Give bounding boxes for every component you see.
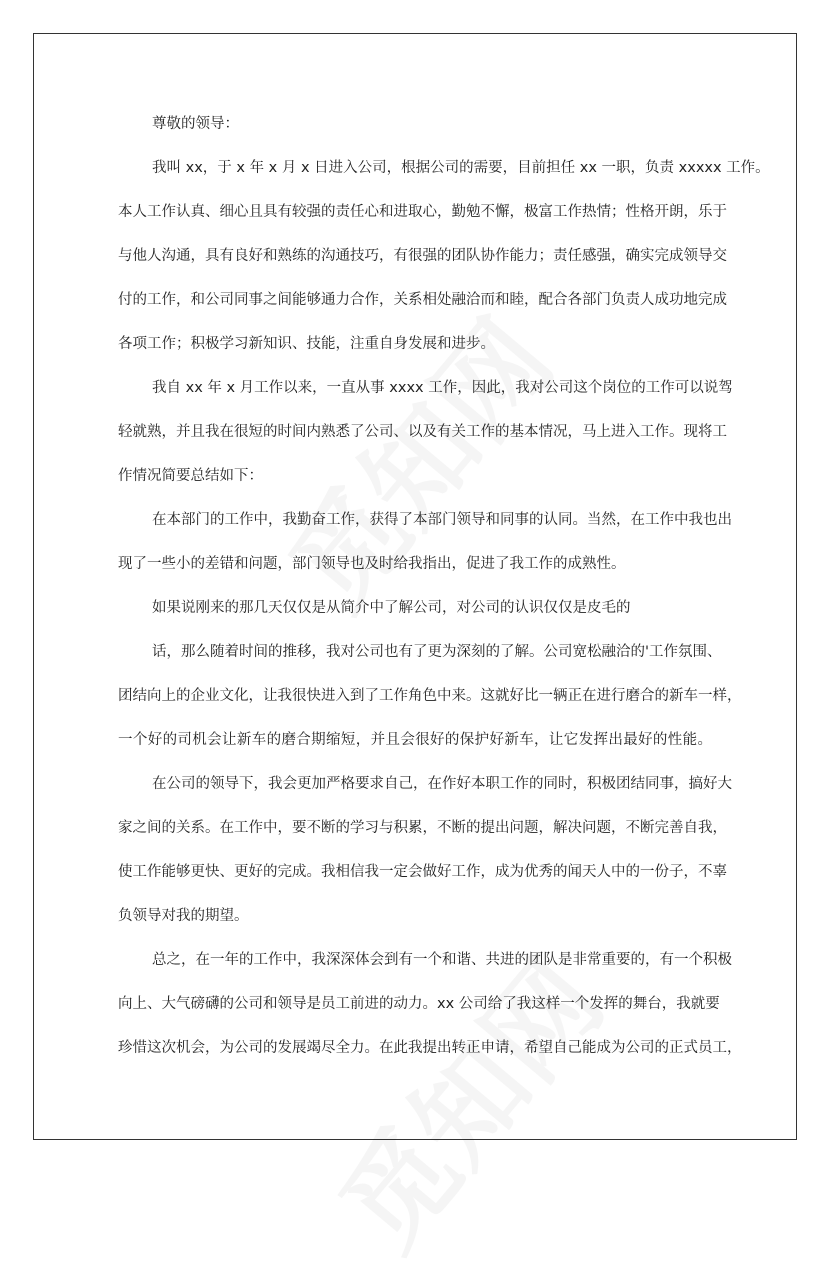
paragraph-line: 与他人沟通，具有良好和熟练的沟通技巧，有很强的团队协作能力；责任感强，确实完成领导交 xyxy=(118,248,727,264)
paragraph-line: 家之间的关系。在工作中，要不断的学习与积累，不断的提出问题，解决问题，不断完善自我， xyxy=(118,820,727,836)
paragraph-line: 使工作能够更快、更好的完成。我相信我一定会做好工作，成为优秀的闻天人中的一份子，不辜 xyxy=(118,864,727,880)
paragraph-line: 付的工作，和公司同事之间能够通力合作，关系相处融洽而和睦，配合各部门负责人成功地完成 xyxy=(118,292,727,308)
paragraph-line: 珍惜这次机会，为公司的发展竭尽全力。在此我提出转正申请，希望自己能成为公司的正式员工， xyxy=(118,1040,742,1056)
salutation: 尊敬的领导： xyxy=(152,116,239,132)
paragraph-line: 总之，在一年的工作中，我深深体会到有一个和谐、共进的团队是非常重要的，有一个积极 xyxy=(152,952,732,968)
paragraph-line: 一个好的司机会让新车的磨合期缩短，并且会很好的保护好新车，让它发挥出最好的性能。 xyxy=(118,732,712,748)
paragraph-line: 现了一些小的差错和问题，部门领导也及时给我指出，促进了我工作的成熟性。 xyxy=(118,556,626,572)
paragraph-line: 如果说刚来的那几天仅仅是从简介中了解公司，对公司的认识仅仅是皮毛的 xyxy=(152,600,631,616)
paragraph-line: 作情况简要总结如下： xyxy=(118,468,263,484)
paragraph-line: 负领导对我的期望。 xyxy=(118,908,249,924)
paragraph-line: 团结向上的企业文化，让我很快进入到了工作角色中来。这就好比一辆正在进行磨合的新车一样， xyxy=(118,688,742,704)
paragraph-line: 在本部门的工作中，我勤奋工作，获得了本部门领导和同事的认同。当然，在工作中我也出 xyxy=(152,512,732,528)
paragraph-line: 话，那么随着时间的推移，我对公司也有了更为深刻的了解。公司宽松融洽的'工作氛围、 xyxy=(152,644,722,660)
paragraph-line: 本人工作认真、细心且具有较强的责任心和进取心，勤勉不懈，极富工作热情；性格开朗，乐于 xyxy=(118,204,727,220)
paragraph-line: 轻就熟，并且我在很短的时间内熟悉了公司、以及有关工作的基本情况，马上进入工作。现将工 xyxy=(118,424,727,440)
paragraph-line: 在公司的领导下，我会更加严格要求自己，在作好本职工作的同时，积极团结同事，搞好大 xyxy=(152,776,732,792)
paragraph-line: 我叫 xx，于 x 年 x 月 x 日进入公司，根据公司的需要，目前担任 xx 一职，负责 xxxxx 工作。 xyxy=(152,160,770,176)
paragraph-line: 各项工作；积极学习新知识、技能，注重自身发展和进步。 xyxy=(118,336,495,352)
page-border xyxy=(33,33,797,1140)
paragraph-line: 我自 xx 年 x 月工作以来，一直从事 xxxx 工作，因此，我对公司这个岗位的工作可以说驾 xyxy=(152,380,733,396)
paragraph-line: 向上、大气磅礴的公司和领导是员工前进的动力。xx 公司给了我这样一个发挥的舞台，我就要 xyxy=(118,996,720,1012)
